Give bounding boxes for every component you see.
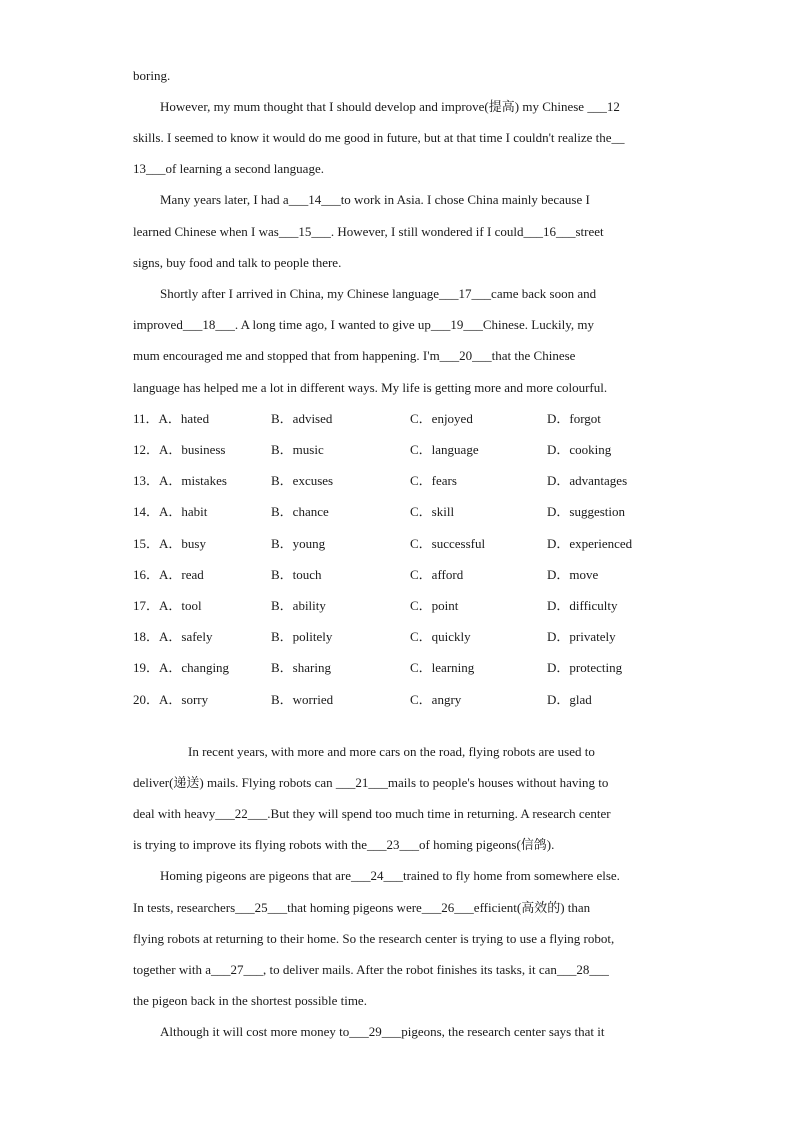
passage1-line: Many years later, I had a___14___to work in Asia. I chose China mainly because I	[160, 192, 590, 207]
option-c[interactable]: C．quickly	[410, 629, 471, 644]
question-number-and-option-a[interactable]: 18．A．safely	[133, 629, 213, 644]
option-b[interactable]: B．sharing	[271, 660, 331, 675]
option-d[interactable]: D．forgot	[547, 411, 601, 426]
option-c[interactable]: C．language	[410, 442, 479, 457]
option-c[interactable]: C．angry	[410, 692, 462, 707]
option-c[interactable]: C．learning	[410, 660, 475, 675]
question-number-and-option-a[interactable]: 13．A．mistakes	[133, 473, 227, 488]
passage2-line: together with a___27___, to deliver mails. After the robot finishes its tasks, it can___28___	[133, 962, 609, 977]
question-number-and-option-a[interactable]: 15．A．busy	[133, 536, 206, 551]
option-c[interactable]: C．afford	[410, 567, 464, 582]
option-c[interactable]: C．point	[410, 598, 459, 613]
question-row-17	[133, 598, 653, 614]
question-row-18	[133, 629, 653, 645]
question-row-19	[133, 660, 653, 676]
question-row-11	[133, 411, 653, 427]
option-b[interactable]: B．ability	[271, 598, 326, 613]
question-number-and-option-a[interactable]: 11．A．hated	[133, 411, 210, 426]
passage2-line: is trying to improve its flying robots with the___23___of homing pigeons(信鸽).	[133, 837, 555, 852]
question-number-and-option-a[interactable]: 16．A．read	[133, 567, 204, 582]
passage2-line: the pigeon back in the shortest possible time.	[133, 993, 367, 1008]
question-number-and-option-a[interactable]: 19．A．changing	[133, 660, 230, 675]
option-c[interactable]: C．skill	[410, 504, 455, 519]
passage2-line: deliver(递送) mails. Flying robots can ___21___mails to people's houses without having to	[133, 775, 609, 790]
passage1-line: skills. I seemed to know it would do me good in future, but at that time I couldn't realize the__	[133, 130, 625, 145]
question-row-12	[133, 442, 653, 458]
question-number-and-option-a[interactable]: 20．A．sorry	[133, 692, 209, 707]
option-b[interactable]: B．young	[271, 536, 326, 551]
option-d[interactable]: D．protecting	[547, 660, 623, 675]
option-d[interactable]: D．experienced	[547, 536, 633, 551]
passage1-line: 13___of learning a second language.	[133, 161, 324, 176]
passage2-line: Although it will cost more money to___29___pigeons, the research center says that it	[160, 1024, 605, 1039]
question-row-13	[133, 473, 653, 489]
passage2-line: In tests, researchers___25___that homing pigeons were___26___efficient(高效的) than	[133, 900, 591, 915]
option-d[interactable]: D．cooking	[547, 442, 612, 457]
option-d[interactable]: D．privately	[547, 629, 616, 644]
passage1-line: boring.	[133, 68, 171, 83]
option-c[interactable]: C．enjoyed	[410, 411, 473, 426]
passage1-line: Shortly after I arrived in China, my Chinese language___17___came back soon and	[160, 286, 597, 301]
question-row-15	[133, 536, 653, 552]
question-row-14	[133, 504, 653, 520]
passage2-line: deal with heavy___22___.But they will spend too much time in returning. A research center	[133, 806, 611, 821]
option-b[interactable]: B．touch	[271, 567, 322, 582]
option-d[interactable]: D．glad	[547, 692, 592, 707]
passage1-line: However, my mum thought that I should develop and improve(提高) my Chinese ___12	[160, 99, 620, 114]
question-number-and-option-a[interactable]: 12．A．business	[133, 442, 226, 457]
option-b[interactable]: B．politely	[271, 629, 333, 644]
passage1-line: language has helped me a lot in different ways. My life is getting more and more colourful.	[133, 380, 608, 395]
question-row-20	[133, 692, 653, 708]
option-b[interactable]: B．worried	[271, 692, 334, 707]
option-c[interactable]: C．fears	[410, 473, 457, 488]
passage2-line: flying robots at returning to their home. So the research center is trying to use a flying robot,	[133, 931, 615, 946]
question-row-16	[133, 567, 653, 583]
question-number-and-option-a[interactable]: 14．A．habit	[133, 504, 208, 519]
option-b[interactable]: B．advised	[271, 411, 333, 426]
question-number-and-option-a[interactable]: 17．A．tool	[133, 598, 202, 613]
option-d[interactable]: D．advantages	[547, 473, 628, 488]
passage1-line: mum encouraged me and stopped that from happening. I'm___20___that the Chinese	[133, 348, 576, 363]
passage2-line: Homing pigeons are pigeons that are___24___trained to fly home from somewhere else.	[160, 868, 620, 883]
passage2-line: In recent years, with more and more cars on the road, flying robots are used to	[188, 744, 595, 759]
passage1-line: learned Chinese when I was___15___. However, I still wondered if I could___16___street	[133, 224, 604, 239]
option-d[interactable]: D．difficulty	[547, 598, 618, 613]
option-d[interactable]: D．suggestion	[547, 504, 626, 519]
option-b[interactable]: B．chance	[271, 504, 329, 519]
option-c[interactable]: C．successful	[410, 536, 486, 551]
option-d[interactable]: D．move	[547, 567, 599, 582]
option-b[interactable]: B．music	[271, 442, 324, 457]
passage1-line: signs, buy food and talk to people there.	[133, 255, 342, 270]
passage1-line: improved___18___. A long time ago, I wanted to give up___19___Chinese. Luckily, my	[133, 317, 594, 332]
option-b[interactable]: B．excuses	[271, 473, 334, 488]
